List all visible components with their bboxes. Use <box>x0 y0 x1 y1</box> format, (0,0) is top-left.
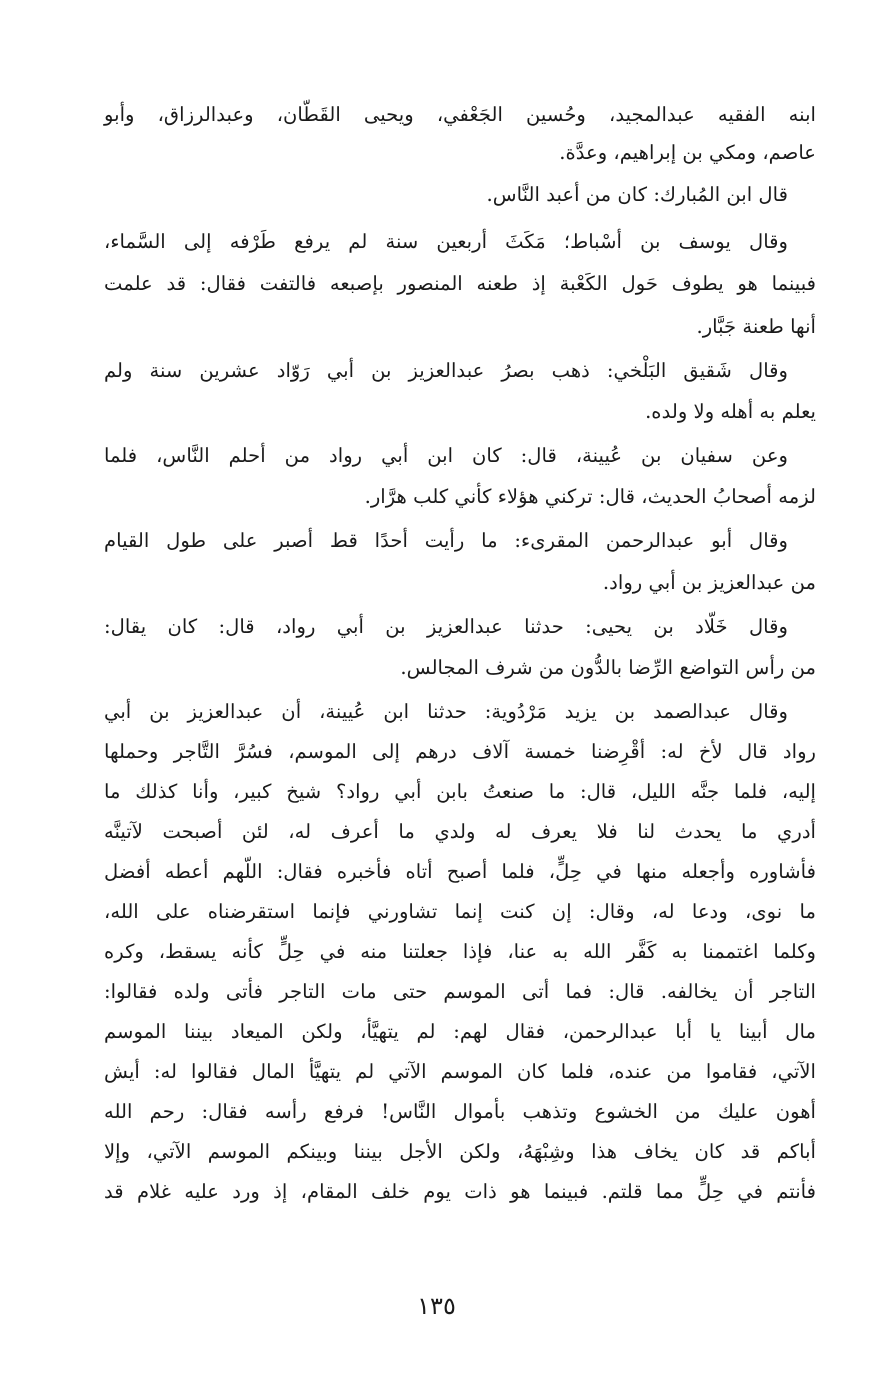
text-line: مال أبينا يا أبا عبدالرحمن، فقال لهم: لم يتهيَّأ، ولكن الميعاد بيننا الموسم <box>104 1020 816 1043</box>
text-line: وقال خَلّاد بن يحيى: حدثنا عبدالعزيز بن أبي رواد، قال: كان يقال: <box>104 615 788 638</box>
text-line: لزمه أصحابُ الحديث، قال: تركني هؤلاء كأني كلب هرَّار. <box>364 485 816 508</box>
text-line: من عبدالعزيز بن أبي رواد. <box>602 571 816 594</box>
text-line: قال ابن المُبارك: كان من أعبد النَّاس. <box>486 183 788 206</box>
text-line: وعن سفيان بن عُيينة، قال: كان ابن أبي رواد من أحلم النَّاس، فلما <box>104 444 788 467</box>
text-line: ابنه الفقيه عبدالمجيد، وحُسين الجَعْفي، ويحيى القَطّان، وعبدالرزاق، وأبو <box>104 103 816 126</box>
text-line: الآتي، فقاموا من عنده، فلما كان الموسم الآتي لم يتهيَّأ المال فقالوا له: أيش <box>104 1060 816 1083</box>
text-line: فأنتم في حِلٍّ مما قلتم. فبينما هو ذات يوم خلف المقام، إذ ورد عليه غلام قد <box>104 1180 816 1203</box>
text-line: وقال يوسف بن أسْباط؛ مَكَثَ أربعين سنة لم يرفع طَرْفه إلى السَّماء، <box>104 230 788 253</box>
text-line: التاجر أن يخالفه. قال: فما أتى الموسم حتى مات التاجر فأتى ولده فقالوا: <box>104 980 816 1003</box>
text-line: وكلما اغتممنا به كَفَّر الله به عنا، فإذا جعلتنا منه في حِلٍّ كأنه يسقط، وكره <box>104 940 816 963</box>
text-line: فبينما هو يطوف حَول الكَعْبة إذ طعنه المنصور بإصبعه فالتفت فقال: قد علمت <box>104 272 816 295</box>
text-line: وقال عبدالصمد بن يزيد مَرْدُوية: حدثنا ابن عُيينة، أن عبدالعزيز بن أبي <box>104 700 788 723</box>
text-line: ما نوى، ودعا له، وقال: إن كنت إنما تشاورني فإنما استقرضناه على الله، <box>104 900 816 923</box>
text-line: عاصم، ومكي بن إبراهيم، وعدَّة. <box>559 141 816 164</box>
text-line: أهون عليك من الخشوع وتذهب بأموال النَّاس! فرفع رأسه فقال: رحم الله <box>104 1100 816 1123</box>
text-line: إليه، فلما جنَّه الليل، قال: ما صنعتُ بابن أبي رواد؟ شيخ كبير، وأنا كذلك ما <box>104 780 816 803</box>
text-line: فأشاوره وأجعله منها في حِلٍّ، فلما أصبح أتاه فأخبره فقال: اللّهم أعطه أفضل <box>104 860 816 883</box>
text-line: رواد قال لأخ له: أقْرِضنا خمسة آلاف درهم إلى الموسم، فسُرَّ التَّاجر وحملها <box>104 740 816 763</box>
text-line: وقال شَقيق البَلْخي: ذهب بصرُ عبدالعزيز بن أبي رَوّاد عشرين سنة ولم <box>104 359 788 382</box>
page-number: ١٣٥ <box>417 1292 456 1320</box>
text-line: يعلم به أهله ولا ولده. <box>645 400 816 423</box>
text-line: من رأس التواضع الرِّضا بالدُّون من شرف المجالس. <box>400 656 816 679</box>
text-line: وقال أبو عبدالرحمن المقرىء: ما رأيت أحدًا قط أصبر على طول القيام <box>104 529 788 552</box>
text-line: أباكم قد كان يخاف هذا وشِبْهَهُ، ولكن الأجل بيننا وبينكم الموسم الآتي، وإلا <box>104 1140 816 1163</box>
text-line: أنها طعنة جَبَّار. <box>696 315 816 338</box>
text-line: أدري ما يحدث لنا فلا يعرف له ولدي ما أعرف له، لئن أصبحت لآتينَّه <box>104 820 816 843</box>
